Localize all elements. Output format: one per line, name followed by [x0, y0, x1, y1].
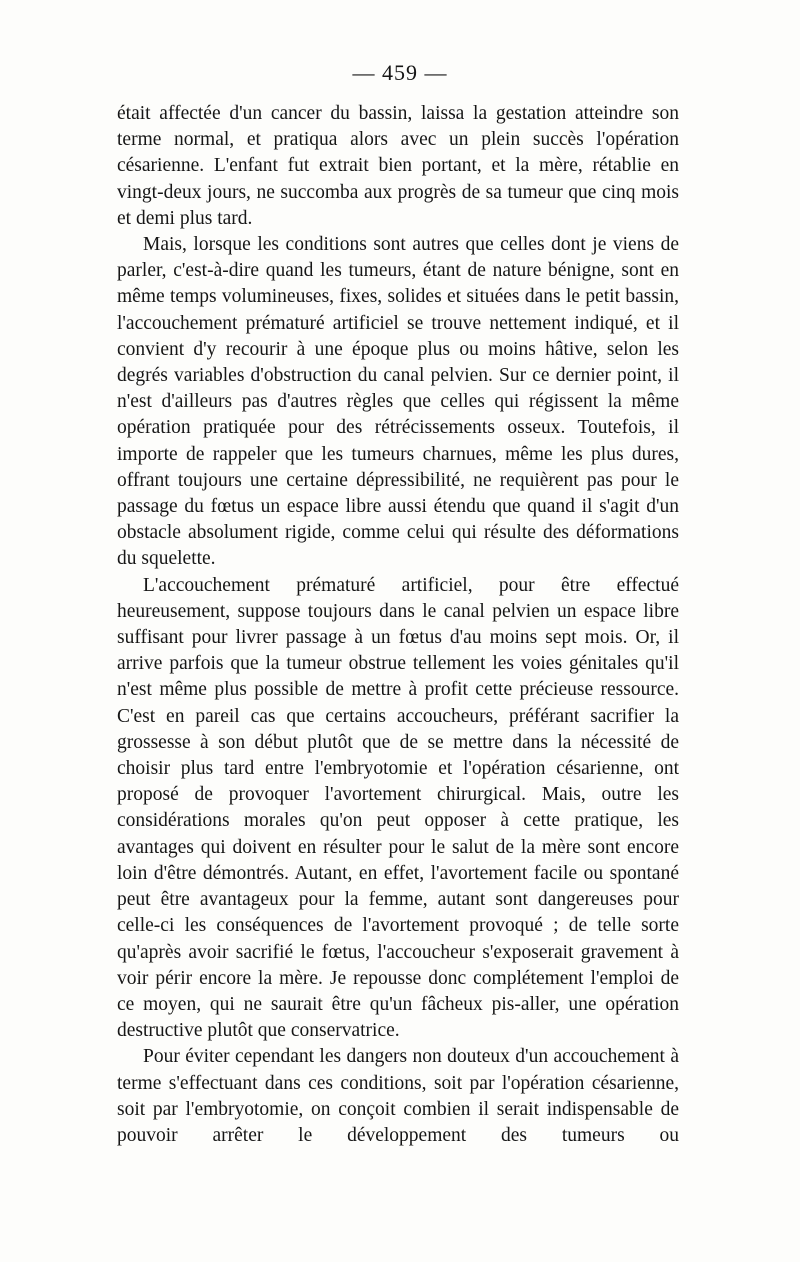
body-text — [117, 101, 679, 1149]
paragraph-2: Mais, lorsque les conditions sont autres que celles dont je viens de parler, c'est-à-dire quand les tumeurs, étant de nature bénigne, sont en même temps volumineuses, fixes, solides et situées dans le petit bassin, l'accouchement prématuré artificiel se trouve nettement indiqué, et il convient d'y recourir à une époque plus ou moins hâtive, selon les degrés variables d'obstruction du canal pelvien. Sur ce dernier point, il n'est d'ailleurs pas d'autres règles que celles qui régissent la même opération pratiquée pour des rétrécissements osseux. Toutefois, il importe de rappeler que les tumeurs charnues, même les plus dures, offrant toujours une certaine dépressibilité, ne requièrent pas pour le passage du fœtus un espace libre aussi étendu que quand il s'agit d'un obstacle absolument rigide, comme celui qui résulte des déformations du squelette. — [117, 234, 679, 570]
paragraph-4: Pour éviter cependant les dangers non douteux d'un accouchement à terme s'effectuant dans ces conditions, soit par l'opération césarienne, soit par l'embryotomie, on conçoit combien il serait indispensable de pouvoir arrêter le développement des tumeurs ou — [117, 1046, 679, 1146]
paragraph-1: était affectée d'un cancer du bassin, laissa la gestation atteindre son terme normal, et pratiqua alors avec un plein succès l'opération césarienne. L'enfant fut extrait bien portant, et la mère, rétablie en vingt-deux jours, ne succomba aux progrès de sa tumeur que cinq mois et demi plus tard. — [117, 103, 679, 229]
page-number: — 459 — — [352, 60, 448, 85]
paragraph-3: L'accouchement prématuré artificiel, pour être effectué heureusement, suppose toujours dans le canal pelvien un espace libre suffisant pour livrer passage à un fœtus d'au moins sept mois. Or, il arrive parfois que la tumeur obstrue tellement les voies génitales qu'il n'est même plus possible de mettre à profit cette précieuse ressource. C'est en pareil cas que certains accoucheurs, préférant sacrifier la grossesse à son début plutôt que de se mettre dans la nécessité de choisir plus tard entre l'embryotomie et l'opération césarienne, ont proposé de provoquer l'avortement chirurgical. Mais, outre les considérations morales qu'on peut opposer à cette pratique, les avantages qui doivent en résulter pour le salut de la mère sont encore loin d'être démontrés. Autant, en effet, l'avortement facile ou spontané peut être avantageux pour la femme, autant sont dangereuses pour celle-ci les conséquences de l'avortement provoqué ; de telle sorte qu'après avoir sacrifié le fœtus, l'accoucheur s'exposerait gravement à voir périr encore la mère. Je repousse donc complétement l'emploi de ce moyen, qui ne saurait être qu'un fâcheux pis-aller, une opération destructive plutôt que conservatrice. — [117, 574, 679, 1042]
